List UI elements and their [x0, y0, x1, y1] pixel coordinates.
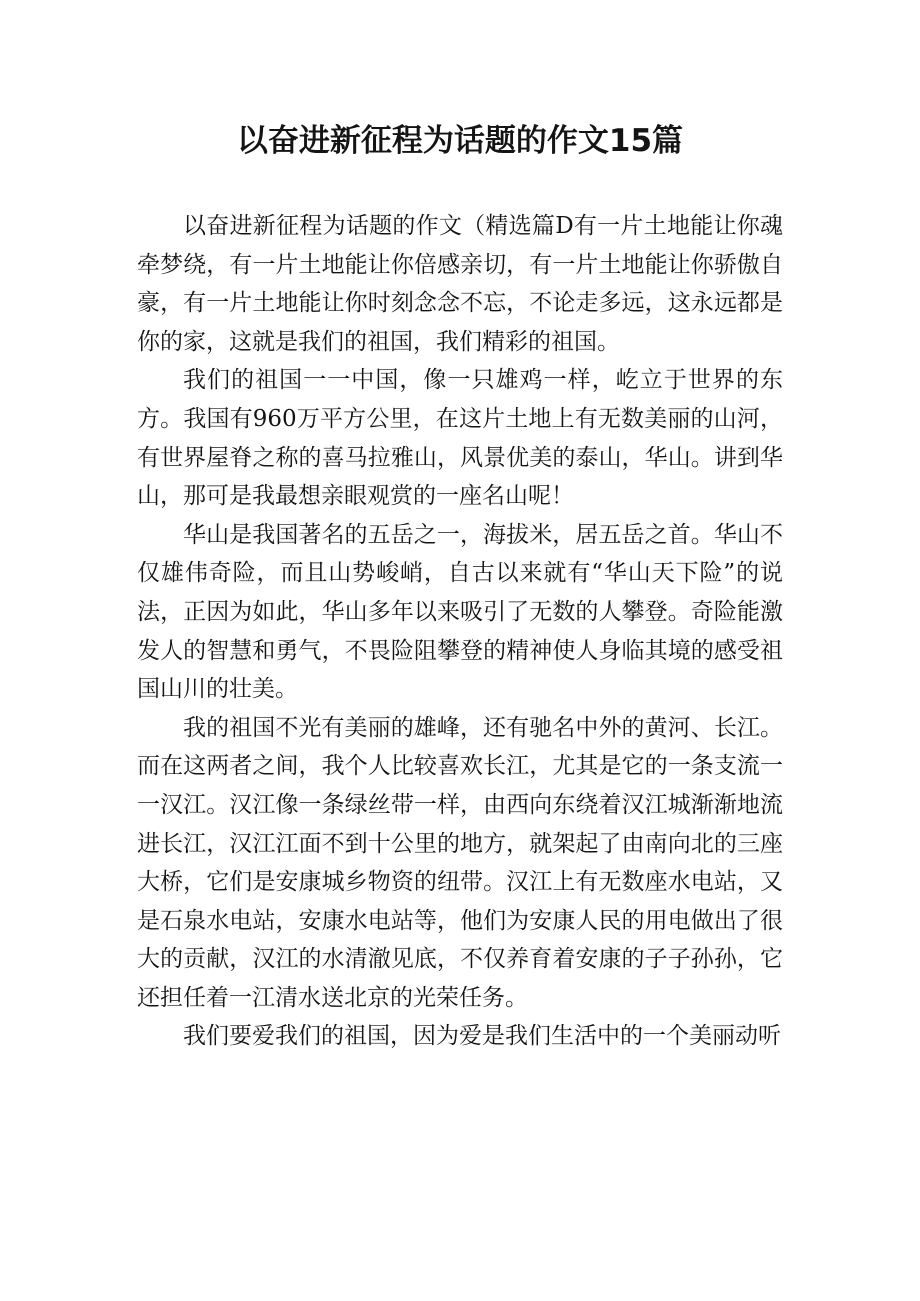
- paragraph-4: 我的祖国不光有美丽的雄峰，还有驰名中外的黄河、长江。而在这两者之间，我个人比较喜欢长江，尤其是它的一条支流一一汉江。汉江像一条绿丝带一样，由西向东绕着汉江城渐渐地流进长江，汉江江面不到十公里的地方，就架起了由南向北的三座大桥，它们是安康城乡物资的纽带。汉江上有无数座水电站，又是石泉水电站，安康水电站等，他们为安康人民的用电做出了很大的贡献，汉江的水清澈见底，不仅养育着安康的子子孙孙，它还担任着一江清水送北京的光荣任务。: [137, 714, 783, 1011]
- paragraph-3: 华山是我国著名的五岳之一，海拔米，居五岳之首。华山不仅雄伟奇险，而且山势峻峭，自古以来就有“华山天下险”的说法，正因为如此，华山多年以来吸引了无数的人攀登。奇险能激发人的智慧和勇气，不畏险阻攀登的精神使人身临其境的感受祖国山川的壮美。: [137, 521, 783, 703]
- paragraph-2: 我们的祖国一一中国，像一只雄鸡一样，屹立于世界的东方。我国有960万平方公里，在这片土地上有无数美丽的山河，有世界屋脊之称的喜马拉雅山，风景优美的泰山，华山。讲到华山，那可是我最想亲眼观赏的一座名山呢！: [137, 367, 783, 510]
- paragraph-1: 以奋进新征程为话题的作文（精选篇D有一片土地能让你魂牵梦绕，有一片土地能让你倍感亲切，有一片土地能让你骄傲自豪，有一片土地能让你时刻念念不忘，不论走多远，这永远都是你的家，这就是我们的祖国，我们精彩的祖国。: [137, 213, 783, 355]
- document-body: [137, 207, 783, 1056]
- document-title: 以奋进新征程为话题的作文15篇: [236, 123, 684, 159]
- paragraph-5: 我们要爱我们的祖国，因为爱是我们生活中的一个美丽动听: [183, 1023, 781, 1050]
